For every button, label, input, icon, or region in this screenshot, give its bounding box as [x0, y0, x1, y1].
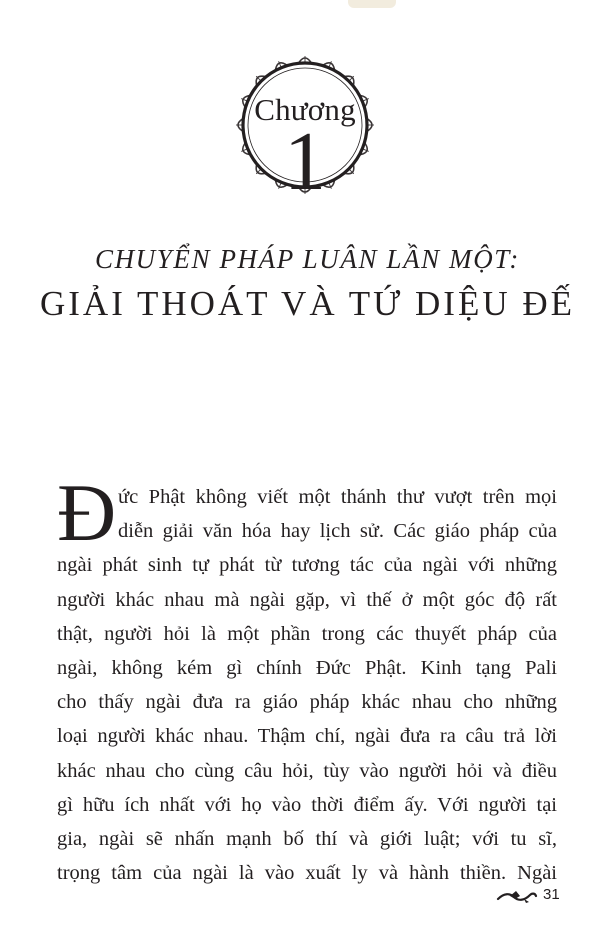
chapter-emblem: [220, 40, 390, 210]
chapter-label: Chương: [254, 92, 356, 127]
body-line: loại người khác nhau. Thậm chí, ngài đưa ra câu trả lời: [57, 725, 557, 748]
chapter-number: 1: [284, 115, 326, 208]
body-paragraph: [57, 480, 557, 890]
body-line: thật, người hỏi là một phần trong các thuyết pháp của: [57, 622, 557, 645]
top-smudge: [348, 0, 396, 8]
body-line: gì hữu ích nhất với họ vào thời điểm ấy. Với người tại: [57, 793, 557, 816]
body-line: khác nhau cho cùng câu hỏi, tùy vào người hỏi và điều: [57, 759, 557, 782]
body-line: trọng tâm của ngài là vào xuất ly và hành thiền. Ngài: [57, 862, 557, 885]
body-line: gia, ngài sẽ nhấn mạnh bố thí và giới luật; với tu sĩ,: [57, 827, 557, 850]
chapter-title-line-2: GIẢI THOÁT VÀ TỨ DIỆU ĐẾ: [40, 284, 575, 323]
body-line: ngài phát sinh tự phát từ tương tác của ngài với những: [57, 554, 557, 577]
footer-ornament: [496, 887, 538, 909]
body-line: ức Phật không viết một thánh thư vượt trên mọi: [118, 486, 557, 508]
chapter-title-line-1: CHUYỂN PHÁP LUÂN LẦN MỘT:: [94, 244, 521, 274]
body-line: người khác nhau mà ngài gặp, vì thế ở một góc độ rất: [57, 588, 557, 611]
flourish-icon: [496, 887, 538, 905]
body-line: diễn giải văn hóa hay lịch sử. Các giáo pháp của: [118, 520, 557, 543]
body-line: ngài, không kém gì chính Đức Phật. Kinh tạng Pali: [57, 656, 557, 679]
body-line: cho thấy ngài đưa ra giáo pháp khác nhau cho những: [57, 691, 557, 714]
drop-cap: Đ: [57, 467, 117, 558]
page-number: 31: [543, 886, 560, 903]
